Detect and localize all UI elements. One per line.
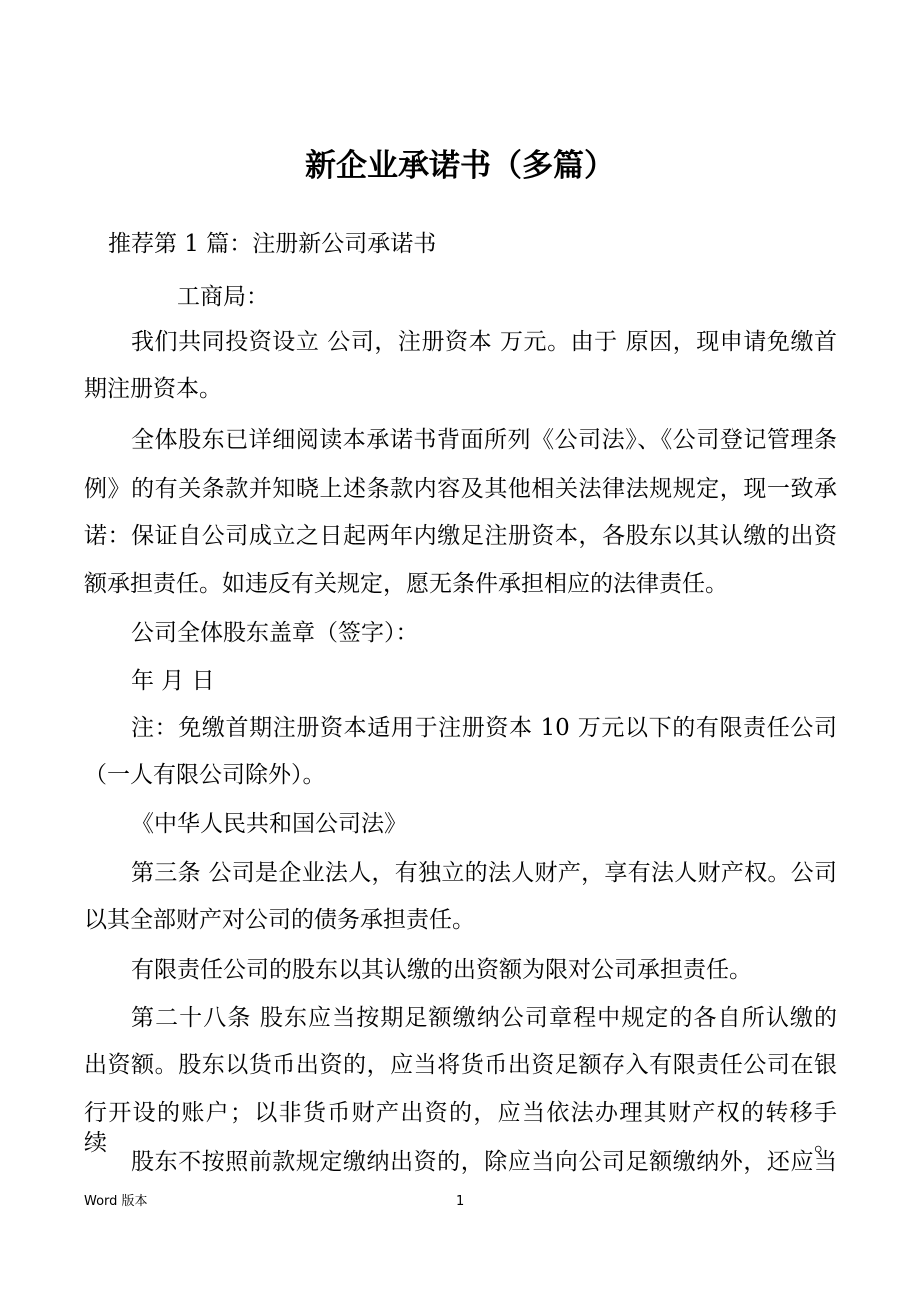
paragraph-line: 额承担责任。如违反有关规定，愿无条件承担相应的法律责任。 bbox=[84, 571, 728, 597]
paragraph-line: 例》的有关条款并知晓上述条款内容及其他相关法律法规规定，现一致承 bbox=[84, 476, 837, 502]
law-title: 《中华人民共和国公司法》 bbox=[131, 811, 407, 837]
date-line: 年 月 日 bbox=[131, 668, 215, 694]
paragraph-line: 以其全部财产对公司的债务承担责任。 bbox=[84, 907, 475, 933]
paragraph-line: 股东不按照前款规定缴纳出资的，除应当向公司足额缴纳外，还应当 bbox=[131, 1149, 837, 1175]
paragraph-line: 第三条 公司是企业法人，有独立的法人财产，享有法人财产权。公司 bbox=[131, 860, 837, 886]
paragraph-line: 全体股东已详细阅读本承诺书背面所列《公司法》、《公司登记管理条 bbox=[131, 427, 837, 453]
page-number: 1 bbox=[456, 1194, 465, 1209]
section-heading: 推荐第 1 篇：注册新公司承诺书 bbox=[108, 231, 437, 257]
signature-line: 公司全体股东盖章（签字）： bbox=[131, 620, 419, 646]
addressee: 工商局： bbox=[177, 284, 269, 310]
paragraph-line: 期注册资本。 bbox=[84, 376, 222, 402]
footer-label: Word 版本 bbox=[84, 1194, 148, 1209]
paragraph-line: 有限责任公司的股东以其认缴的出资额为限对公司承担责任。 bbox=[131, 957, 752, 983]
paragraph-line: 出资额。股东以货币出资的，应当将货币出资足额存入有限责任公司在银 bbox=[84, 1052, 837, 1078]
paragraph-line: 诺：保证自公司成立之日起两年内缴足注册资本，各股东以其认缴的出资 bbox=[84, 523, 837, 549]
document-title: 新企业承诺书（多篇） bbox=[305, 148, 615, 184]
paragraph-line: 行开设的账户；以非货币财产出资的，应当依法办理其财产权的转移手续。 bbox=[84, 1100, 837, 1156]
paragraph-line: 第二十八条 股东应当按期足额缴纳公司章程中规定的各自所认缴的 bbox=[131, 1005, 837, 1031]
paragraph-line: 我们共同投资设立 公司，注册资本 万元。由于 原因，现申请免缴首 bbox=[131, 329, 837, 355]
note-line: 注：免缴首期注册资本适用于注册资本 10 万元以下的有限责任公司 bbox=[131, 715, 837, 741]
note-line: （一人有限公司除外）。 bbox=[84, 762, 326, 788]
